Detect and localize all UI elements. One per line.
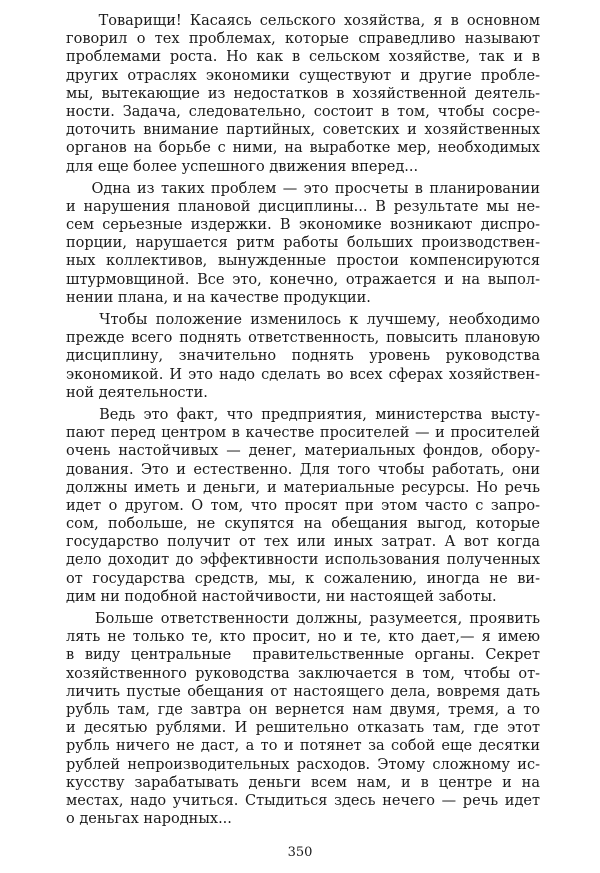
paragraph bbox=[66, 12, 540, 176]
text-line: дования. Это и естественно. Для того чтобы работать, они bbox=[66, 461, 540, 478]
text-line: лять не только те, кто просит, но и те, кто дает,— я имею bbox=[66, 629, 540, 646]
text-line: ных коллективов, вынужденные простои компенсируются bbox=[66, 253, 540, 270]
text-line: рубль ничего не даст, а то и потянет за собой еще десятки bbox=[66, 738, 540, 755]
text-line: Чтобы положение изменилось к лучшему, необходимо bbox=[66, 312, 540, 328]
text-line: ности. Задача, следовательно, состоит в том, чтобы сосре- bbox=[66, 103, 540, 120]
text-line: рублей непроизводительных расходов. Этому сложному ис- bbox=[66, 756, 540, 773]
text-line: должны иметь и деньги, и материальные ресурсы. Но речь bbox=[66, 479, 540, 496]
text-line: прежде всего поднять ответственность, повысить плановую bbox=[66, 330, 540, 347]
text-line: экономикой. И это надо сделать во всех сферах хозяйствен- bbox=[66, 366, 540, 383]
text-line: личить пустые обещания от настоящего дела, вовремя дать bbox=[66, 683, 540, 700]
text-line: государство получит от тех или иных затрат. А вот когда bbox=[66, 534, 540, 551]
paragraph bbox=[66, 311, 540, 402]
text-line: проблемами роста. Но как в сельском хозяйстве, так и в bbox=[66, 49, 540, 66]
text-line: рубль там, где завтра он вернется нам двумя, тремя, а то bbox=[66, 701, 540, 718]
text-line: дим ни подобной настойчивости, ни настоящей заботы. bbox=[66, 588, 497, 605]
text-line: сом, побольше, не скупятся на обещания выгод, которые bbox=[66, 516, 540, 533]
text-line: очень настойчивых — денег, материальных фондов, обору- bbox=[66, 443, 540, 460]
text-line: органов на борьбе с ними, на выработке мер, необходимых bbox=[66, 140, 540, 157]
paragraph bbox=[66, 406, 540, 606]
paragraph bbox=[66, 180, 540, 307]
text-line: ной деятельности. bbox=[66, 384, 208, 401]
text-line: хозяйственного руководства заключается в том, чтобы от- bbox=[66, 665, 540, 682]
text-line: от государства средств, мы, к сожалению, иногда не ви- bbox=[66, 570, 540, 587]
text-line: дело доходит до эффективности использования полученных bbox=[66, 552, 540, 569]
text-line: дисциплину, значительно поднять уровень руководства bbox=[66, 348, 540, 365]
text-line: Одна из таких проблем — это просчеты в планировании bbox=[66, 180, 540, 197]
text-line: пают перед центром в качестве просителей — и просителей bbox=[66, 425, 540, 442]
text-line: говорил о тех проблемах, которые справедливо называют bbox=[66, 31, 540, 48]
text-line: других отраслях экономики существуют и другие пробле- bbox=[66, 67, 540, 84]
text-line: Товарищи! Касаясь сельского хозяйства, я в основном bbox=[66, 13, 540, 29]
text-line: местах, надо учиться. Стыдиться здесь нечего — речь идет bbox=[66, 792, 540, 809]
page-number: 350 bbox=[287, 845, 313, 860]
text-line: и нарушения плановой дисциплины... В результате мы не- bbox=[66, 198, 540, 215]
text-line: и десятью рублями. И решительно отказать там, где этот bbox=[66, 720, 540, 737]
text-line: мы, вытекающие из недостатков в хозяйственной деятель- bbox=[66, 85, 540, 102]
text-line: Больше ответственности должны, разумеется, проявить bbox=[66, 611, 540, 627]
text-line: идет о другом. О том, что просят при этом часто с запро- bbox=[66, 497, 540, 514]
text-line: сем серьезные издержки. В экономике возникают диспро- bbox=[66, 217, 540, 234]
text-line: штурмовщиной. Все это, конечно, отражается и на выпол- bbox=[66, 271, 540, 288]
text-line: кусству зарабатывать деньги всем нам, и в центре и на bbox=[66, 774, 540, 791]
text-line: в виду центральные правительственные органы. Секрет bbox=[66, 647, 540, 664]
text-line: доточить внимание партийных, советских и хозяйственных bbox=[66, 122, 540, 139]
text-line: Ведь это факт, что предприятия, министерства высту- bbox=[66, 406, 540, 423]
text-line: для еще более успешного движения вперед... bbox=[66, 158, 419, 175]
text-line: нении плана, и на качестве продукции. bbox=[66, 289, 371, 306]
page-body bbox=[66, 12, 540, 832]
text-line: порции, нарушается ритм работы больших производствен- bbox=[66, 235, 540, 252]
text-line: о деньгах народных... bbox=[66, 811, 232, 828]
paragraph bbox=[66, 610, 540, 828]
